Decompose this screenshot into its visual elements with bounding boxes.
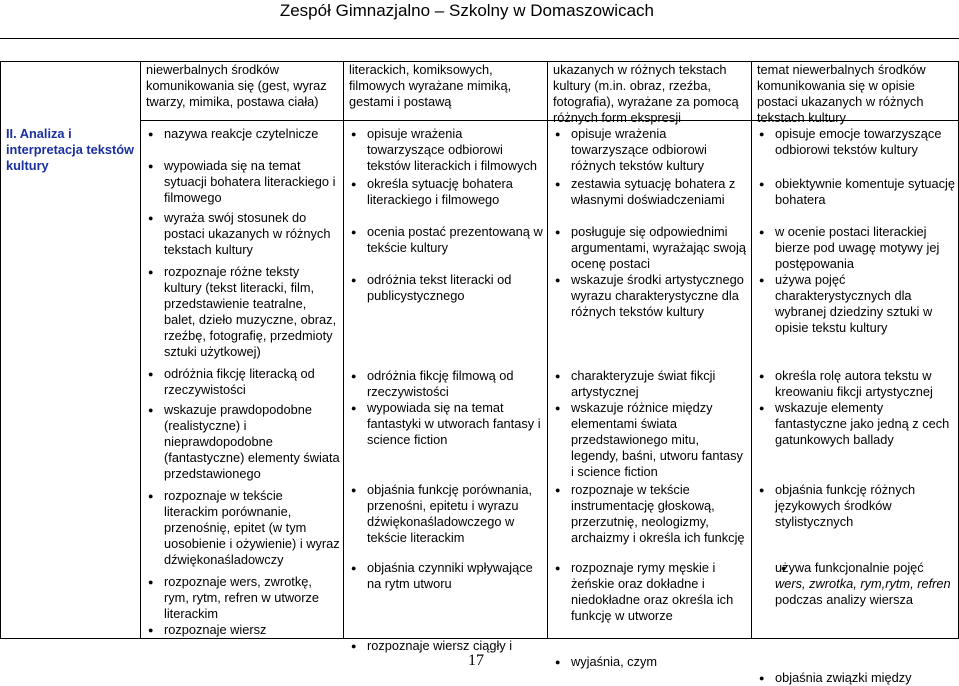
list-item: ● rozpoznaje rymy męskie i żeńskie oraz dokładne i niedokładne oraz określa ich funkcję w utworze — [549, 560, 747, 624]
list-item: ● wskazuje różnice między elementami świata przedstawionego mitu, legendy, baśni, utworu fantasy i science fiction — [549, 400, 747, 480]
table-cell: niewerbalnych środków komunikowania się (gest, wyraz twarzy, mimika, postawa ciała) — [146, 62, 327, 109]
list-item: ● określa sytuację bohatera literackiego i filmowego — [345, 176, 543, 208]
list-item: ● objaśnia funkcję porównania, przenośni, epitetu i wyrazu dźwiękonaśladowczego w tekście literackim — [345, 482, 543, 546]
list-item: ● zestawia sytuację bohatera z własnymi doświadczeniami — [549, 176, 747, 208]
list-item: ● wyjaśnia, czym — [549, 654, 769, 670]
header-rule — [0, 38, 959, 39]
list-item: ● objaśnia funkcję różnych językowych środków stylistycznych — [753, 482, 957, 530]
list-item: ● objaśnia związki między — [753, 670, 959, 686]
list-item: ● określa rolę autora tekstu w kreowaniu fikcji artystycznej — [753, 368, 957, 400]
list-item-emphasis: wers, zwrotka, rym,rytm, refren — [775, 576, 951, 591]
list-item-text: podczas analizy wiersza — [775, 592, 913, 607]
list-item: ● wypowiada się na temat sytuacji bohatera literackiego i filmowego — [142, 158, 340, 206]
table-cell: temat niewerbalnych środków komunikowania się w opisie postaci ukazanych w różnych tekstach kultury — [757, 62, 926, 125]
list-item: ● ocenia postać prezentowaną w tekście kultury — [345, 224, 543, 256]
list-item-text: ● używa funkcjonalnie pojęć — [775, 560, 957, 576]
table-cell: literackich, komiksowych, filmowych wyrażane mimiką, gestami i postawą — [349, 62, 512, 109]
col-divider — [0, 61, 1, 638]
list-item: ● używa pojęć charakterystycznych dla wybranej dziedziny sztuki w opisie tekstu kultury — [753, 272, 957, 336]
table-cell: ukazanych w różnych tekstach kultury (m.in. obraz, rzeźba, fotografia), wyrażane za pomocą różnych form ekspresji — [553, 62, 739, 125]
column-skills-basic — [142, 126, 340, 622]
list-item: ● rozpoznaje wiersz — [142, 622, 360, 638]
list-item: ● odróżnia fikcję filmową od rzeczywistości — [345, 368, 543, 400]
list-item: ● odróżnia tekst literacki od publicystycznego — [345, 272, 543, 304]
list-item: ● posługuje się odpowiednimi argumentami, wyrażając swoją ocenę postaci — [549, 224, 747, 272]
list-item: ● odróżnia fikcję literacką od rzeczywistości — [142, 366, 340, 398]
list-item: ● rozpoznaje w tekście literackim porównanie, przenośnię, epitet (w tym uosobienie i ożywienie) i wyraz dźwiękonaśladowczy — [142, 488, 340, 568]
list-item: ● wypowiada się na temat fantastyki w utworach fantasy i science fiction — [345, 400, 543, 448]
page-number: 17 — [468, 652, 484, 669]
list-item: ● wskazuje prawdopodobne (realistyczne) i nieprawdopodobne (fantastyczne) elementy świata przedstawionego — [142, 402, 340, 482]
list-item: ● wyraża swój stosunek do postaci ukazanych w różnych tekstach kultury — [142, 210, 340, 258]
list-item: ● obiektywnie komentuje sytuację bohatera — [753, 176, 957, 208]
list-item: ● opisuje wrażenia towarzyszące odbiorowi różnych tekstów kultury — [549, 126, 747, 174]
list-item: ● opisuje wrażenia towarzyszące odbiorowi tekstów literackich i filmowych — [345, 126, 543, 174]
col-divider — [343, 61, 344, 638]
list-item: ● rozpoznaje wers, zwrotkę, rym, rytm, refren w utworze literackim — [142, 574, 340, 622]
list-item: ● rozpoznaje różne teksty kultury (tekst literacki, film, przedstawienie teatralne, balet, dzieło muzyczne, obraz, rzeźbę, fotografię, przedmioty sztuki użytkowej) — [142, 264, 340, 360]
list-item: ● wskazuje elementy fantastyczne jako jedną z cech gatunkowych ballady — [753, 400, 957, 448]
col-divider — [751, 61, 752, 638]
list-item: ● rozpoznaje w tekście instrumentację głoskową, przerzutnię, neologizmy, archaizmy i określa ich funkcję — [549, 482, 747, 546]
list-item: ● rozpoznaje wiersz ciągły i — [345, 638, 565, 654]
list-item: ● w ocenie postaci literackiej bierze pod uwagę motywy jej postępowania — [753, 224, 957, 272]
list-item: ● wskazuje środki artystycznego wyrazu charakterystyczne dla różnych tekstów kultury — [549, 272, 747, 320]
list-item: ● nazywa reakcje czytelnicze — [142, 126, 340, 142]
list-item: ● charakteryzuje świat fikcji artystycznej — [549, 368, 747, 400]
page-header — [0, 0, 959, 24]
col-divider — [140, 61, 141, 638]
section-label: II. Analiza i interpretacja tekstów kultury — [6, 126, 135, 173]
list-item — [753, 560, 957, 608]
header-title: Zespół Gimnazjalno – Szkolny w Domaszowicach — [279, 1, 654, 20]
list-item: ● opisuje emocje towarzyszące odbiorowi tekstów kultury — [753, 126, 957, 158]
col-divider — [547, 61, 548, 638]
list-item: ● objaśnia czynniki wpływające na rytm utworu — [345, 560, 543, 592]
